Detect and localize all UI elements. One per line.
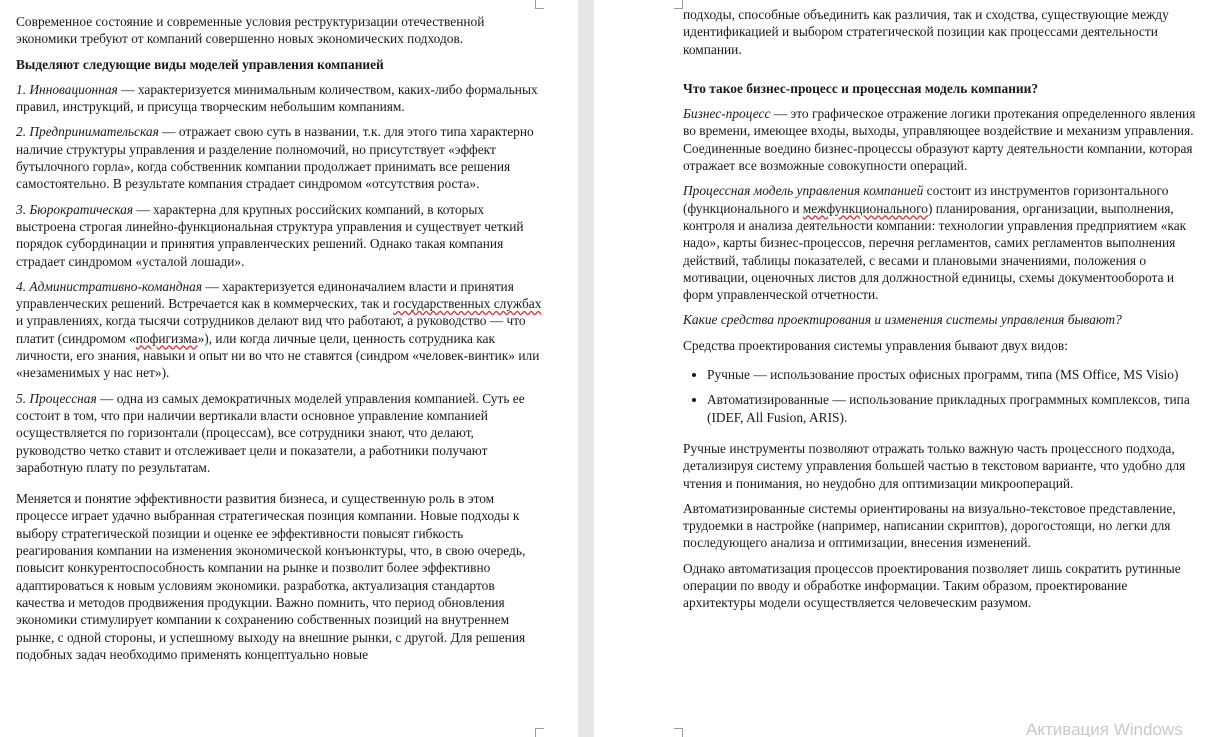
continuation-paragraph: подходы, способные объединить как различия, так и сходства, существующие между идентификацией и выбором стратегической позиции как процессами деятельности компании. bbox=[683, 7, 1169, 57]
document-page-right[interactable] bbox=[594, 0, 1211, 737]
models-heading: Выделяют следующие виды моделей управления компанией bbox=[16, 56, 384, 72]
tools-intro: Средства проектирования системы управления бывают двух видов: bbox=[683, 337, 1068, 353]
process-heading: Что такое бизнес-процесс и процессная модель компании? bbox=[683, 80, 1039, 96]
spellcheck-flagged-word[interactable]: межфункционального bbox=[802, 200, 928, 216]
tools-question bbox=[683, 311, 1203, 328]
model-term: 3. Бюрократическая bbox=[16, 201, 134, 217]
model-item-administrative bbox=[16, 278, 542, 382]
crop-mark-top-right bbox=[535, 0, 544, 9]
crop-mark-bottom-left bbox=[674, 728, 683, 737]
definition-text-part: состоит из инструментов горизонтального (функционального и bbox=[683, 183, 1169, 216]
list-item: • Автоматизированные — использование прикладных программных комплексов, типа (IDEF, All Fusion, ARIS). bbox=[707, 391, 1203, 426]
model-description-part: »), или когда личные цели, ценность сотрудника как личности, его знания, навыки и опыт ни во что не ставятся (синдром «человек-винтик» или «незаменимых у нас нет»). bbox=[16, 330, 540, 381]
automated-tools-paragraph: Автоматизированные системы ориентированы на визуально-текстовое представление, трудоемки в настройке (например, написании скриптов), дорогостоящи, но легки для последующего анализа и оптимизации, внесения изменений. bbox=[683, 500, 1176, 551]
tools-list bbox=[683, 366, 1203, 426]
model-description: — характеризуется минимальным количеством, каких-либо формальных правил, инструкций, и присуща творческим небольшим компаниям. bbox=[16, 81, 538, 115]
model-description-part: — характеризуется единоначалием власти и принятия управленческих решений. Встречается как в коммерческих, так и bbox=[16, 278, 514, 312]
model-term: 5. Процессная bbox=[16, 390, 97, 406]
spacer bbox=[683, 66, 1203, 80]
spellcheck-flagged-word[interactable]: государственных службах bbox=[393, 296, 542, 312]
business-process-paragraph bbox=[683, 105, 1203, 174]
process-model-paragraph bbox=[683, 182, 1203, 303]
manual-tools-paragraph: Ручные инструменты позволяют отражать только важную часть процессного подхода, детализируя систему управления большей частью в текстовом варианте, что удобно для чтения и понимания, но неудобно для оптимизации микроопераций. bbox=[683, 440, 1186, 491]
document-page-left[interactable] bbox=[0, 0, 578, 737]
list-item: • Ручные — использование простых офисных программ, типа (MS Office, MS Visio) bbox=[707, 366, 1203, 383]
model-term: 4. Административно-командная bbox=[16, 278, 203, 294]
model-term: 2. Предпринимательская bbox=[16, 124, 159, 140]
model-description: — характерна для крупных российских компаний, в которых выстроена строгая линейно-функциональная структура управления и существует четкий порядок субординации и принятия управленческих решений. Однако такая компания страдает синдромом «усталой лошади». bbox=[16, 201, 524, 269]
term-business-process: Бизнес-процесс bbox=[683, 106, 771, 122]
final-paragraph: Однако автоматизация процессов проектирования позволяет лишь сократить рутинные операции по вводу и обработке информации. Таким образом, проектирование архитектуры модели осуществляется человеческим разумом. bbox=[683, 560, 1181, 611]
model-term: 1. Инновационная bbox=[16, 81, 118, 97]
spellcheck-flagged-word[interactable]: пофигизма bbox=[135, 330, 198, 346]
definition-text: — это графическое отражение логики протекания определенного явления во времени, имеющее входы, выходы, управляющее воздействие и механизм управления. Соединенные воедино бизнес-процессы образуют карту деятельности компании, которая отражает все возможные совокупности операций. bbox=[683, 106, 1196, 174]
model-item-entrepreneurial bbox=[16, 123, 542, 192]
model-description: — одна из самых демократичных моделей управления компанией. Суть ее состоит в том, что при наличии вертикали власти основное управление компанией осуществляется по горизонтали (процессам), все сотрудники знают, что делают, руководство четко ставит и отслеживает цели и показатели, а работники получают заработную плату по результатам. bbox=[16, 390, 525, 475]
model-item-bureaucratic bbox=[16, 201, 542, 270]
model-item-innovative bbox=[16, 81, 542, 116]
model-item-process bbox=[16, 390, 542, 476]
model-description: — отражает свою суть в названии, т.к. для этого типа характерно наличие структуры управления и разделение полномочий, но присутствует «эффект бутылочного горла», когда собственник компании продолжает принимать все решения самостоятельно. В результате компания страдает синдромом «отсутствия роста». bbox=[16, 124, 534, 192]
crop-mark-top-left bbox=[674, 0, 683, 9]
model-description-part: и управлениях, когда тысячи сотрудников делают вид что работают, а руководство — что платит (синдромом « bbox=[16, 313, 526, 346]
tools-question-text: Какие средства проектирования и изменения системы управления бывают? bbox=[683, 312, 1122, 328]
term-process-model: Процессная модель управления компанией bbox=[683, 183, 924, 199]
intro-paragraph: Современное состояние и современные условия реструктуризации отечественной экономики требуют от компаний совершенно новых экономических подходов. bbox=[16, 14, 485, 47]
windows-activation-watermark: Активация Windows bbox=[1026, 720, 1183, 737]
crop-mark-bottom-right bbox=[535, 728, 544, 737]
definition-text-part: ) планирования, организации, выполнения, контроля и анализа деятельности компании: технологии управления предприятием «как надо», карты бизнес-процессов, перечня регламентов, самих регламентов выполнения действий, таблицы показателей, с весами и плановыми значениями, положения о мотивации, оценочных листов для должностной единицы, схемы документооборота и форм управленческой отчетности. bbox=[683, 200, 1187, 303]
closing-paragraph: Меняется и понятие эффективности развития бизнеса, и существенную роль в этом процессе играет удачно выбранная стратегическая позиция компании. Новые подходы к выбору стратегической позиции и оценке ее эффективности повысят гибкость реагирования компании на изменения экономической конъюнктуры, что, в свою очередь, повысит конкурентоспособность компании на рынке и позволит более эффективно адаптироваться к новым условиям экономики. разработка, актуализация стандартов качества и методов продвижения продукции. Важно помнить, что период обновления экономики стимулирует компании к сохранению собственных позиций на внутреннем рынке, с одной стороны, и успешному выходу на внешние рынки, с другой. Для решения подобных задач необходимо применять концептуально новые bbox=[16, 491, 526, 662]
